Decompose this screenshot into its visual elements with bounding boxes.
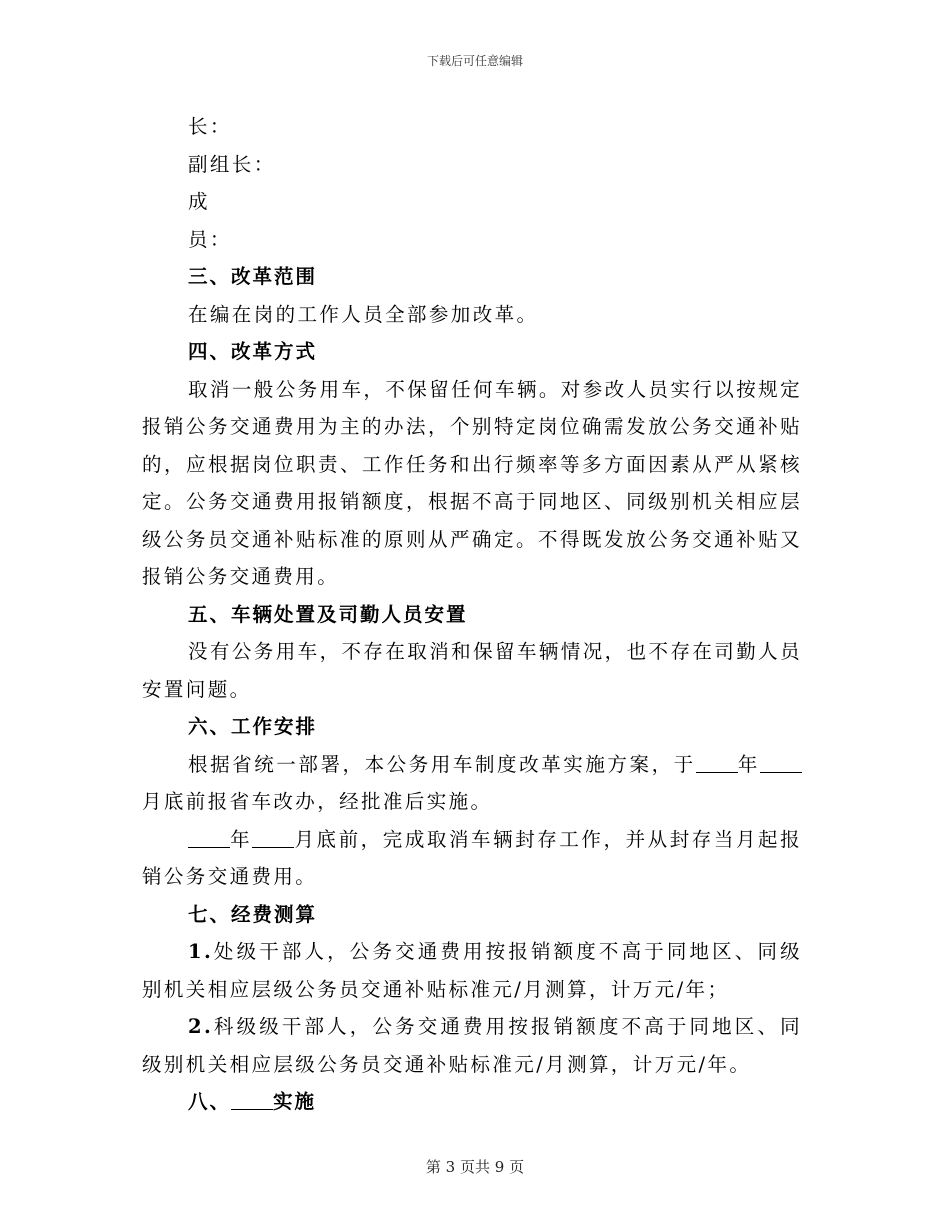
section-5-body: 没有公务用车，不存在取消和保留车辆情况，也不存在司勤人员安置问题。 — [142, 640, 802, 701]
blank-line — [760, 754, 802, 773]
text-line: 员： — [188, 227, 232, 251]
item-text: 处级干部人，公务交通费用按报销额度不高于同地区、同级别机关相应层级公务员交通补贴标准元/月测算，计万元/年； — [142, 940, 802, 1001]
section-3-body: 在编在岗的工作人员全部参加改革。 — [188, 302, 539, 326]
blank-line — [252, 829, 294, 848]
page-footer: 第 3 页共 9 页 — [425, 1158, 525, 1176]
section-6-paragraph-2 — [142, 821, 802, 896]
s8-title-a: 八、 — [188, 1090, 232, 1113]
s6-p1-text-a: 根据省统一部署，本公务用车制度改革实施方案，于 — [188, 752, 696, 776]
page-header: 下载后可任意编辑 — [426, 54, 523, 68]
section-heading-3: 三、改革范围 — [188, 265, 318, 288]
blank-line — [188, 829, 230, 848]
s6-p1-text-b: 年 — [737, 752, 761, 776]
item-text: 科级级干部人，公务交通费用按报销额度不高于同地区、同级别机关相应层级公务员交通补贴标准元/月测算，计万元/年。 — [142, 1015, 802, 1076]
s8-title-b: 实施 — [273, 1090, 317, 1113]
text-line: 成 — [188, 190, 210, 213]
text-line: 长： — [188, 115, 232, 138]
document-body — [142, 108, 802, 1121]
section-heading-6: 六、工作安排 — [188, 715, 318, 738]
section-heading-4: 四、改革方式 — [188, 340, 318, 363]
text-line: 副组长： — [188, 152, 276, 176]
section-7-item-1 — [142, 933, 802, 1008]
section-heading-5: 五、车辆处置及司勤人员安置 — [188, 602, 468, 626]
section-heading-8 — [142, 1083, 802, 1121]
section-4-body: 取消一般公务用车，不保留任何车辆。对参改人员实行以按规定报销公务交通费用为主的办法，个别特定岗位确需发放公务交通补贴的，应根据岗位职责、工作任务和出行频率等多方面因素从严从紧核定。公务交通费用报销额度，根据不高于同地区、同级别机关相应层级公务员交通补贴标准的原则从严确定。不得既发放公务交通补贴又报销公务交通费用。 — [142, 377, 802, 588]
section-7-item-2 — [142, 1008, 802, 1083]
blank-line — [696, 754, 738, 773]
section-6-paragraph-1 — [142, 746, 802, 821]
blank-line — [231, 1091, 273, 1110]
s6-p1-text-c: 月底前报省车改办，经批准后实施。 — [142, 790, 493, 813]
s6-p2-text-a: 年 — [230, 827, 253, 851]
section-heading-7: 七、经费测算 — [188, 902, 318, 926]
item-number: 1. — [188, 940, 214, 963]
s6-p2-text-b: 月底前，完成取消车辆封存工作，并从封存当月起报销公务交通费用。 — [142, 827, 803, 888]
item-number: 2. — [188, 1015, 214, 1038]
